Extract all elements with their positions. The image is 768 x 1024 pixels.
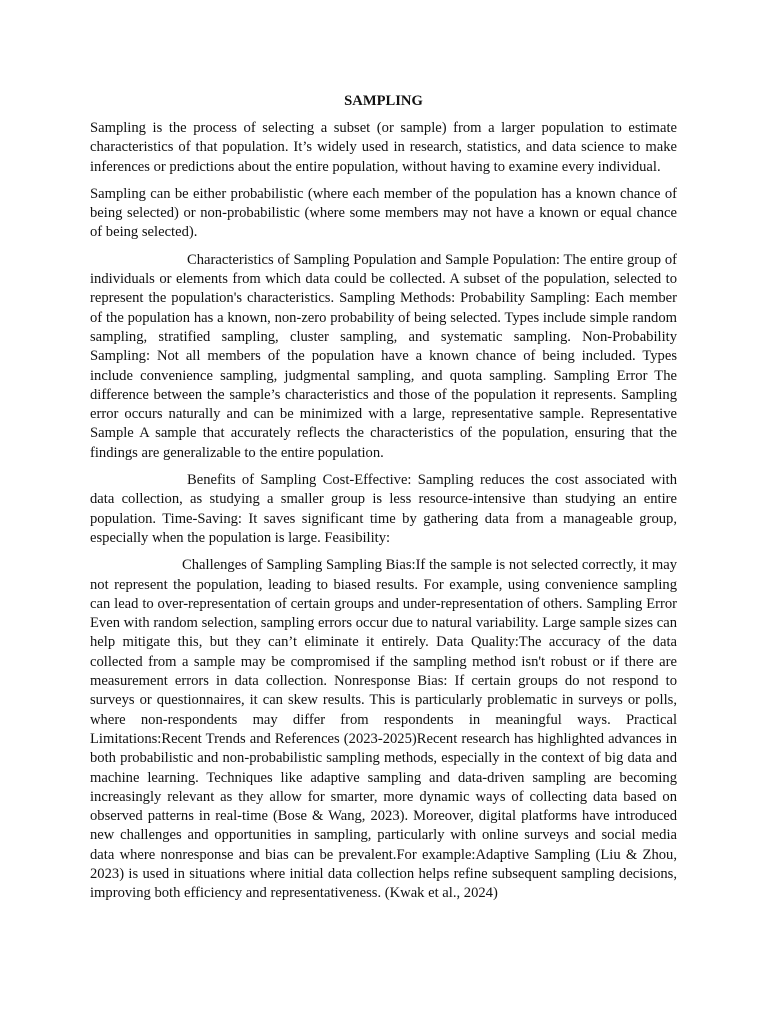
document-page	[90, 92, 677, 912]
paragraph-definition: Sampling is the process of selecting a subset (or sample) from a larger population to estimate characteristics of that population. It’s widely used in research, statistics, and data science to make inferences or predictions about the entire population, without having to examine every individual.	[90, 120, 677, 175]
paragraph-challenges: Challenges of Sampling Sampling Bias:If the sample is not selected correctly, it may not represent the population, leading to biased results. For example, using convenience sampling can lead to over-representation of certain groups and under-representation of others. Sampling Error Even with random selection, sampling errors occur due to natural variability. Large sample sizes can help mitigate this, but they can’t eliminate it entirely. Data Quality:The accuracy of the data collected from a sample may be compromised if the sampling method isn't robust or if there are measurement errors in data collection. Nonresponse Bias: If certain groups do not respond to surveys or questionnaires, it can skew results. This is particularly problematic in surveys or polls, where non-respondents may differ from respondents in meaningful ways. Practical Limitations:Recent Trends and References (2023-2025)Recent research has highlighted advances in both probabilistic and non-probabilistic sampling methods, especially in the context of big data and machine learning. Techniques like adaptive sampling and data-driven sampling are becoming increasingly relevant as they allow for smarter, more dynamic ways of collecting data based on observed patterns in real-time (Bose & Wang, 2023). Moreover, digital platforms have introduced new challenges and opportunities in sampling, particularly with online surveys and social media data where nonresponse and bias can be prevalent.For example:Adaptive Sampling (Liu & Zhou, 2023) is used in situations where initial data collection helps refine subsequent sampling decisions, improving both efficiency and representativeness. (Kwak et al., 2024)	[90, 557, 677, 902]
paragraph-benefits: Benefits of Sampling Cost-Effective: Sampling reduces the cost associated with data collection, as studying a smaller group is less resource-intensive than studying an entire population. Time-Saving: It saves significant time by gathering data from a manageable group, especially when the population is large. Feasibility:	[90, 472, 677, 546]
document-title: SAMPLING	[344, 93, 423, 109]
paragraph-characteristics: Characteristics of Sampling Population and Sample Population: The entire group of individuals or elements from which data could be collected. A subset of the population, selected to represent the population's characteristics. Sampling Methods: Probability Sampling: Each member of the population has a known, non-zero probability of being selected. Types include simple random sampling, stratified sampling, cluster sampling, and systematic sampling. Non-Probability Sampling: Not all members of the population have a known chance of being included. Types include convenience sampling, judgmental sampling, and quota sampling. Sampling Error The difference between the sample’s characteristics and those of the population it represents. Sampling error occurs naturally and can be minimized with a large, representative sample. Representative Sample A sample that accurately reflects the characteristics of the population, ensuring that the findings are generalizable to the entire population.	[90, 251, 677, 461]
paragraph-types: Sampling can be either probabilistic (where each member of the population has a known chance of being selected) or non-probabilistic (where some members may not have a known or equal chance of being selected).	[90, 185, 677, 241]
